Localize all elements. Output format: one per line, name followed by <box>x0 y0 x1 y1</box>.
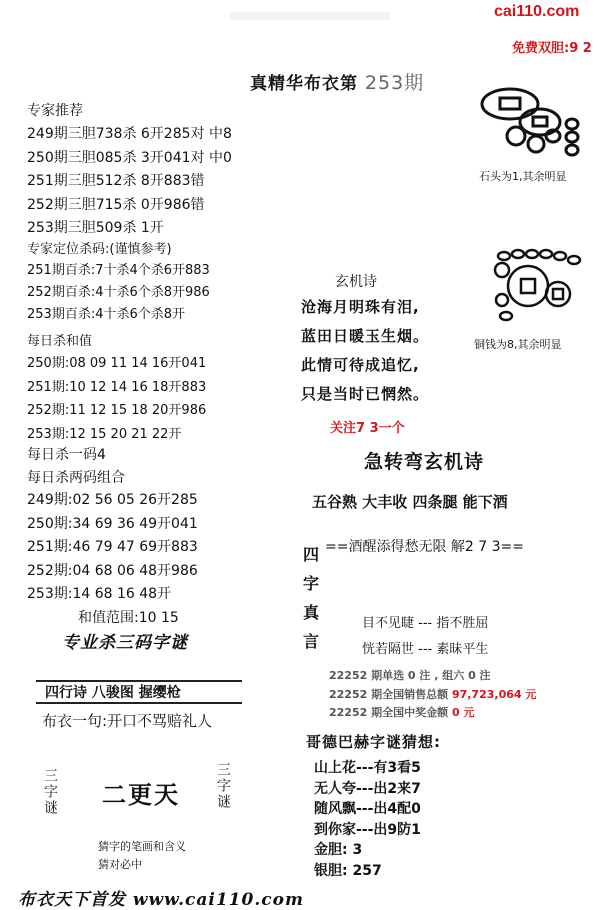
kill-two-heading: 每日杀两码组合 <box>27 470 125 486</box>
sharp-turn-heading: 急转弯玄机诗 <box>364 451 485 473</box>
poem-bar: 四行诗 八骏图 握缨枪 <box>45 685 181 701</box>
four-words-row: 目不见睫 --- 指不胜屈 <box>362 616 489 631</box>
godel-line: 到你家---出9防1 <box>314 821 421 838</box>
kill-sum-line: 251期:10 12 14 16 18开883 <box>27 379 207 395</box>
expert-line: 251期三胆512杀 8开883错 <box>27 173 205 189</box>
godel-heading: 哥德巴赫字谜猜想: <box>306 733 441 751</box>
four-words-top-line: ==酒醒添得愁无限 解2 7 3== <box>325 539 524 555</box>
poem-line: 沧海月明珠有泪, <box>301 298 420 316</box>
position-lines <box>27 260 210 326</box>
position-heading: 专家定位杀码:(谨慎参考) <box>27 242 172 257</box>
four-words-label <box>303 540 319 656</box>
kill-sum-line: 252期:11 12 15 18 20开986 <box>27 403 207 418</box>
kill-sum-heading: 每日杀和值 <box>27 334 93 349</box>
lottery-line-value: 97,723,064 元 <box>451 687 537 701</box>
expert-line: 253期三胆509杀 1开 <box>27 220 164 236</box>
kill-two-line: 249期:02 56 05 26开285 <box>27 492 198 508</box>
label-char: 字 <box>303 574 320 593</box>
godel-silver: 银胆: 257 <box>314 862 382 879</box>
title-text: 真精华布衣第 <box>250 74 358 94</box>
site-name: cai110.com <box>494 3 580 20</box>
lottery-line <box>329 667 536 686</box>
riddle-main: 二更天 <box>102 781 180 809</box>
coin-caption: 铜钱为8,其余明显 <box>474 338 562 351</box>
lottery-line-text: 22252 期单选 0 注 , 组六 0 注 <box>329 669 491 682</box>
poem-line: 只是当时已惘然。 <box>301 385 430 403</box>
kill-two-lines <box>27 489 198 607</box>
coin-picture <box>486 246 586 326</box>
page-title <box>250 68 424 95</box>
label-char: 真 <box>303 603 320 622</box>
one-sentence: 布衣一句:开口不骂赔礼人 <box>42 712 213 730</box>
lottery-stats <box>329 667 536 723</box>
godel-lines <box>314 758 429 902</box>
godel-line: 随风飘---出4配0 <box>314 801 421 817</box>
poem-line: 此情可待成追忆, <box>301 356 420 374</box>
footer-text: 布衣天下首发 www.cai110.com <box>18 890 304 910</box>
stone-picture <box>476 86 586 164</box>
lottery-line <box>329 704 536 723</box>
godel-line: 山上花---有3看5 <box>314 760 421 776</box>
kill-one: 每日杀一码4 <box>27 447 106 463</box>
kill-sum-lines <box>27 352 206 446</box>
hint-2: 猜对必中 <box>98 858 142 871</box>
hint-1: 猜字的笔画和含义 <box>98 840 186 853</box>
faint-header-strip <box>230 12 390 20</box>
godel-gold: 金胆: 3 <box>314 842 363 858</box>
position-line: 252期百杀:4十杀6个杀8开986 <box>27 285 210 300</box>
expert-line: 252期三胆715杀 0开986错 <box>27 196 205 213</box>
kill-two-line: 250期:34 69 36 49开041 <box>27 515 198 532</box>
poem-heading: 玄机诗 <box>335 274 377 290</box>
poem-line: 蓝田日暖玉生烟。 <box>301 327 430 345</box>
lottery-line <box>329 686 536 705</box>
riddle-title: 专业杀三码字谜 <box>62 633 188 653</box>
expert-line: 250期三胆085杀 3开041对 中0 <box>27 149 232 166</box>
lottery-line-text: 22252 期全国中奖金额 <box>329 706 452 719</box>
four-words-row: 恍若隔世 --- 素昧平生 <box>362 642 489 657</box>
issue-number: 253期 <box>364 72 425 94</box>
kill-two-line: 252期:04 68 06 48开986 <box>27 562 198 579</box>
free-pick: 免费双胆:9 2 <box>512 41 592 56</box>
lottery-line-text: 22252 期全国销售总额 <box>329 687 452 701</box>
expert-lines <box>27 123 232 241</box>
stone-caption: 石头为1,其余明显 <box>479 170 567 183</box>
kill-two-line: 251期:46 79 47 69开883 <box>27 539 198 555</box>
side-right: 三字谜 <box>215 762 231 810</box>
position-line: 251期百杀:7十杀4个杀6开883 <box>27 263 210 278</box>
label-char: 四 <box>303 545 320 564</box>
godel-line: 无人夸---出2来7 <box>314 780 421 797</box>
poem-note: 关注7 3一个 <box>330 421 405 436</box>
kill-sum-line: 250期:08 09 11 14 16开041 <box>27 356 207 371</box>
kill-two-line: 253期:14 68 16 48开 <box>27 586 172 602</box>
expert-heading: 专家推荐 <box>27 103 83 119</box>
sharp-turn-line: 五谷熟 大丰收 四条腿 能下酒 <box>312 493 508 511</box>
kill-sum-line: 253期:12 15 20 21 22开 <box>27 426 182 442</box>
poem-lines <box>301 293 429 409</box>
riddle-divider-bottom <box>36 702 242 704</box>
label-char: 言 <box>303 632 320 651</box>
lottery-line-value: 0 元 <box>451 706 475 719</box>
expert-line: 249期三胆738杀 6开285对 中8 <box>27 126 232 142</box>
side-left: 三字谜 <box>42 768 58 816</box>
sum-range: 和值范围:10 15 <box>78 610 179 626</box>
position-line: 253期百杀:4十杀6个杀8开 <box>27 307 186 322</box>
